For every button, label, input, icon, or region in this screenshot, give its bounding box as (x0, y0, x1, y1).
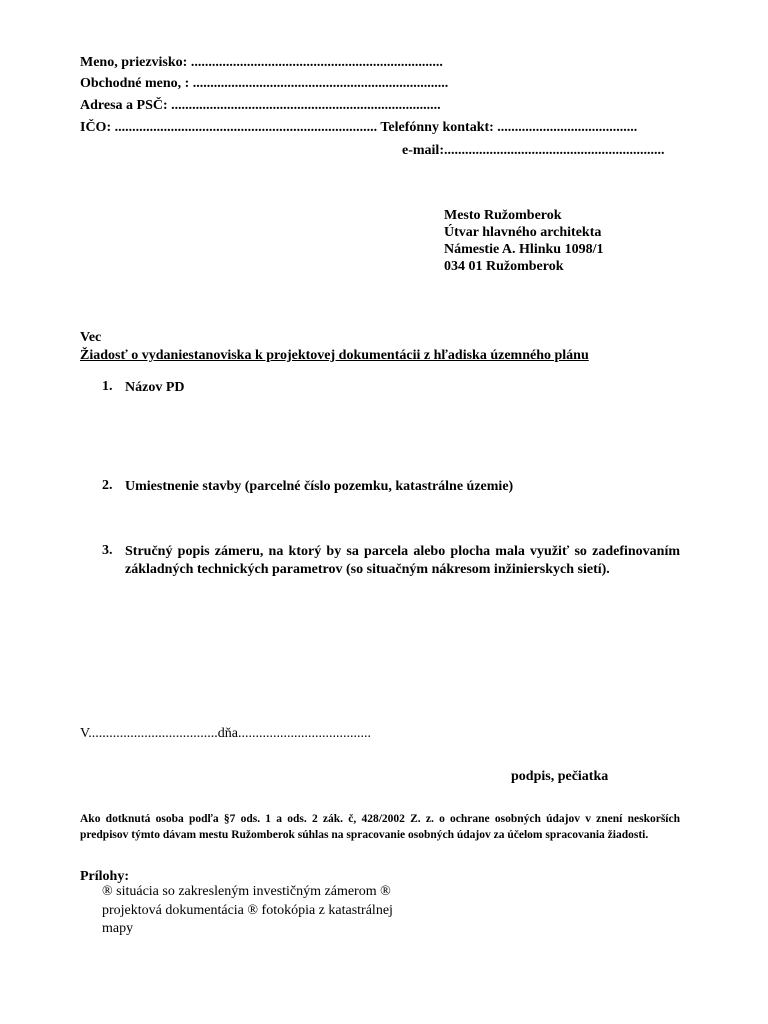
consent-statement: Ako dotknutá osoba podľa §7 ods. 1 a ods. 2 zák. č, 428/2002 Z. z. o ochrane osobných údajov v znení neskorších predpisov týmto dávam mestu Ružomberok súhlas na spracovanie osobných údajov za účelom spracovania žiadosti. (80, 813, 680, 841)
item-text: Stručný popis zámeru, na ktorý by sa parcela alebo plocha mala využiť so zadefinovaním základných technických parametrov (so situačným nákresom inžinierskych sietí). (125, 544, 680, 577)
recipient-line: Útvar hlavného architekta (444, 225, 602, 240)
recipient-address (444, 207, 603, 275)
ico-phone-field-line: IČO: ........................................................................... Telefónny kontakt: ........................................ (80, 120, 638, 135)
place-date-line: V.....................................dňa...................................... (80, 726, 372, 741)
item-number: 3. (102, 543, 113, 558)
signature-label: podpis, pečiatka (511, 769, 609, 784)
email-field-line: e-mail:............................................................... (402, 143, 665, 158)
item-text: Umiestnenie stavby (parcelné číslo pozemku, katastrálne územie) (125, 479, 514, 494)
attachments-list: ® situácia so zakresleným investičným zámerom ® projektová dokumentácia ® fotokópia z katastrálnej mapy (102, 884, 393, 936)
name-field-line: Meno, priezvisko: ........................................................................ (80, 55, 443, 70)
item-number: 1. (102, 379, 113, 394)
recipient-line: Mesto Ružomberok (444, 208, 562, 223)
recipient-line: Námestie A. Hlinku 1098/1 (444, 242, 604, 257)
business-name-field-line: Obchodné meno, : ......................................................................... (80, 76, 449, 91)
attachments-label: Prílohy: (80, 869, 129, 884)
item-text: Názov PD (125, 380, 185, 395)
item-number: 2. (102, 478, 113, 493)
subject-title: Žiadosť o vydaniestanoviska k projektovej dokumentácii z hľadiska územného plánu (80, 348, 589, 363)
address-field-line: Adresa a PSČ: ............................................................................. (80, 98, 441, 113)
recipient-line: 034 01 Ružomberok (444, 259, 564, 274)
subject-label: Vec (80, 330, 102, 345)
